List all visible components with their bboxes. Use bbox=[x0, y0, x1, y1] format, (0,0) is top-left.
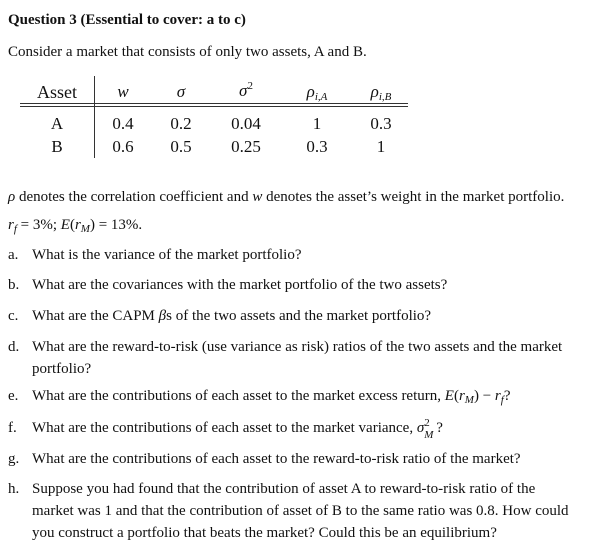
rates-eq2: = 13%. bbox=[94, 217, 143, 233]
question-f-sigma: σ bbox=[416, 420, 425, 436]
definition-text bbox=[8, 188, 564, 206]
header-sigma: σ bbox=[176, 82, 186, 101]
question-e-rm-sub: M bbox=[464, 394, 474, 406]
rates-rm-sub: M bbox=[80, 223, 90, 235]
question-f-script bbox=[424, 417, 436, 441]
intro-text: Consider a market that consists of only two assets, A and B. bbox=[8, 44, 367, 60]
question-f bbox=[8, 417, 580, 439]
header-rho-b-base: ρ bbox=[370, 82, 379, 101]
question-f-text-before: What are the contributions of each asset to the market variance, bbox=[32, 420, 417, 436]
table-vertical-rule bbox=[94, 76, 95, 158]
question-b bbox=[8, 274, 580, 296]
rates-open: ( bbox=[69, 217, 75, 233]
row-a-asset: A bbox=[50, 114, 64, 133]
question-f-letter: f. bbox=[8, 420, 17, 436]
rates-e: E bbox=[60, 217, 70, 233]
question-d bbox=[8, 336, 580, 380]
row-b-asset: B bbox=[51, 137, 63, 156]
row-b-weight: 0.6 bbox=[112, 137, 134, 156]
question-e-close: ) bbox=[473, 388, 479, 404]
rates-rm-base: r bbox=[74, 217, 81, 233]
question-f-text bbox=[32, 417, 580, 439]
rates-rf-base: r bbox=[8, 217, 14, 233]
question-f-sup: 2 bbox=[424, 417, 430, 429]
question-h bbox=[8, 478, 580, 544]
question-e-text-before: What are the contributions of each asset to the market excess return, bbox=[32, 388, 445, 404]
header-variance-base: σ bbox=[239, 81, 248, 100]
row-b-rho-b: 1 bbox=[376, 137, 386, 156]
header-weight: w bbox=[117, 82, 129, 101]
question-f-end: ? bbox=[436, 420, 443, 436]
question-c bbox=[8, 305, 580, 327]
rates-rf-sub: f bbox=[13, 223, 17, 235]
question-g bbox=[8, 448, 580, 470]
header-variance bbox=[216, 76, 276, 101]
question-e bbox=[8, 385, 580, 411]
header-variance-sup: 2 bbox=[247, 80, 253, 92]
question-e-open: ( bbox=[453, 388, 459, 404]
question-c-beta: β bbox=[158, 308, 167, 324]
question-e-e: E bbox=[444, 388, 454, 404]
question-d-letter: d. bbox=[8, 339, 20, 355]
question-d-text: What are the reward-to-risk (use variance as risk) ratios of the two assets and the market portfolio? bbox=[32, 339, 563, 377]
row-a-sigma: 0.2 bbox=[170, 114, 192, 133]
row-b-rho-a: 0.3 bbox=[306, 137, 328, 156]
question-c-text bbox=[32, 305, 580, 327]
row-a-weight: 0.4 bbox=[112, 114, 134, 133]
row-a-rho-a: 1 bbox=[312, 114, 322, 133]
header-rho-b bbox=[350, 82, 412, 107]
question-c-letter: c. bbox=[8, 308, 19, 324]
header-rho-b-sub: i,B bbox=[378, 91, 392, 103]
row-a-variance: 0.04 bbox=[231, 114, 261, 133]
question-f-sub: M bbox=[424, 429, 434, 441]
question-e-end: ? bbox=[503, 388, 511, 404]
question-g-text: What are the contributions of each asset to the reward-to-risk ratio of the market? bbox=[32, 451, 521, 467]
question-h-text: Suppose you had found that the contribution of asset A to reward-to-risk ratio of the market was 1 and that the contribution of asset of B to the same ratio was 0.8. How could you construct a portfolio that beats the market? Could this be an equilibrium? bbox=[32, 481, 569, 541]
question-c-text-before: What are the CAPM bbox=[32, 308, 159, 324]
question-e-rm-base: r bbox=[458, 388, 465, 404]
question-c-text-after: s of the two assets and the market portfolio? bbox=[166, 308, 432, 324]
question-a-letter: a. bbox=[8, 247, 19, 263]
asset-table bbox=[20, 74, 408, 160]
question-e-rf-base: r bbox=[494, 388, 501, 404]
question-e-text bbox=[32, 385, 580, 411]
question-e-rf-sub: f bbox=[500, 394, 504, 406]
rates-eq1: = 3%; bbox=[16, 217, 61, 233]
row-b-sigma: 0.5 bbox=[170, 137, 192, 156]
header-rho-a-sub: i,A bbox=[314, 91, 328, 103]
question-e-minus: − bbox=[478, 388, 495, 404]
header-asset: Asset bbox=[37, 82, 77, 102]
definition-text-1: denotes the correlation coefficient and bbox=[15, 189, 253, 205]
header-rho-a-base: ρ bbox=[306, 82, 315, 101]
definition-w: w bbox=[252, 189, 263, 205]
row-a-rho-b: 0.3 bbox=[370, 114, 392, 133]
definition-rho: ρ bbox=[8, 189, 16, 205]
question-a bbox=[8, 244, 580, 266]
question-e-letter: e. bbox=[8, 388, 19, 404]
question-a-text: What is the variance of the market portfolio? bbox=[32, 247, 302, 263]
question-b-text: What are the covariances with the market portfolio of the two assets? bbox=[32, 277, 448, 293]
header-rho-a bbox=[286, 82, 348, 107]
row-b-variance: 0.25 bbox=[231, 137, 261, 156]
question-heading: Question 3 (Essential to cover: a to c) bbox=[8, 12, 246, 28]
question-b-letter: b. bbox=[8, 277, 20, 293]
question-g-letter: g. bbox=[8, 451, 20, 467]
rates-text bbox=[8, 216, 142, 238]
definition-text-2: denotes the asset’s weight in the market portfolio. bbox=[262, 189, 565, 205]
rates-close: ) bbox=[89, 217, 95, 233]
question-h-letter: h. bbox=[8, 481, 20, 497]
